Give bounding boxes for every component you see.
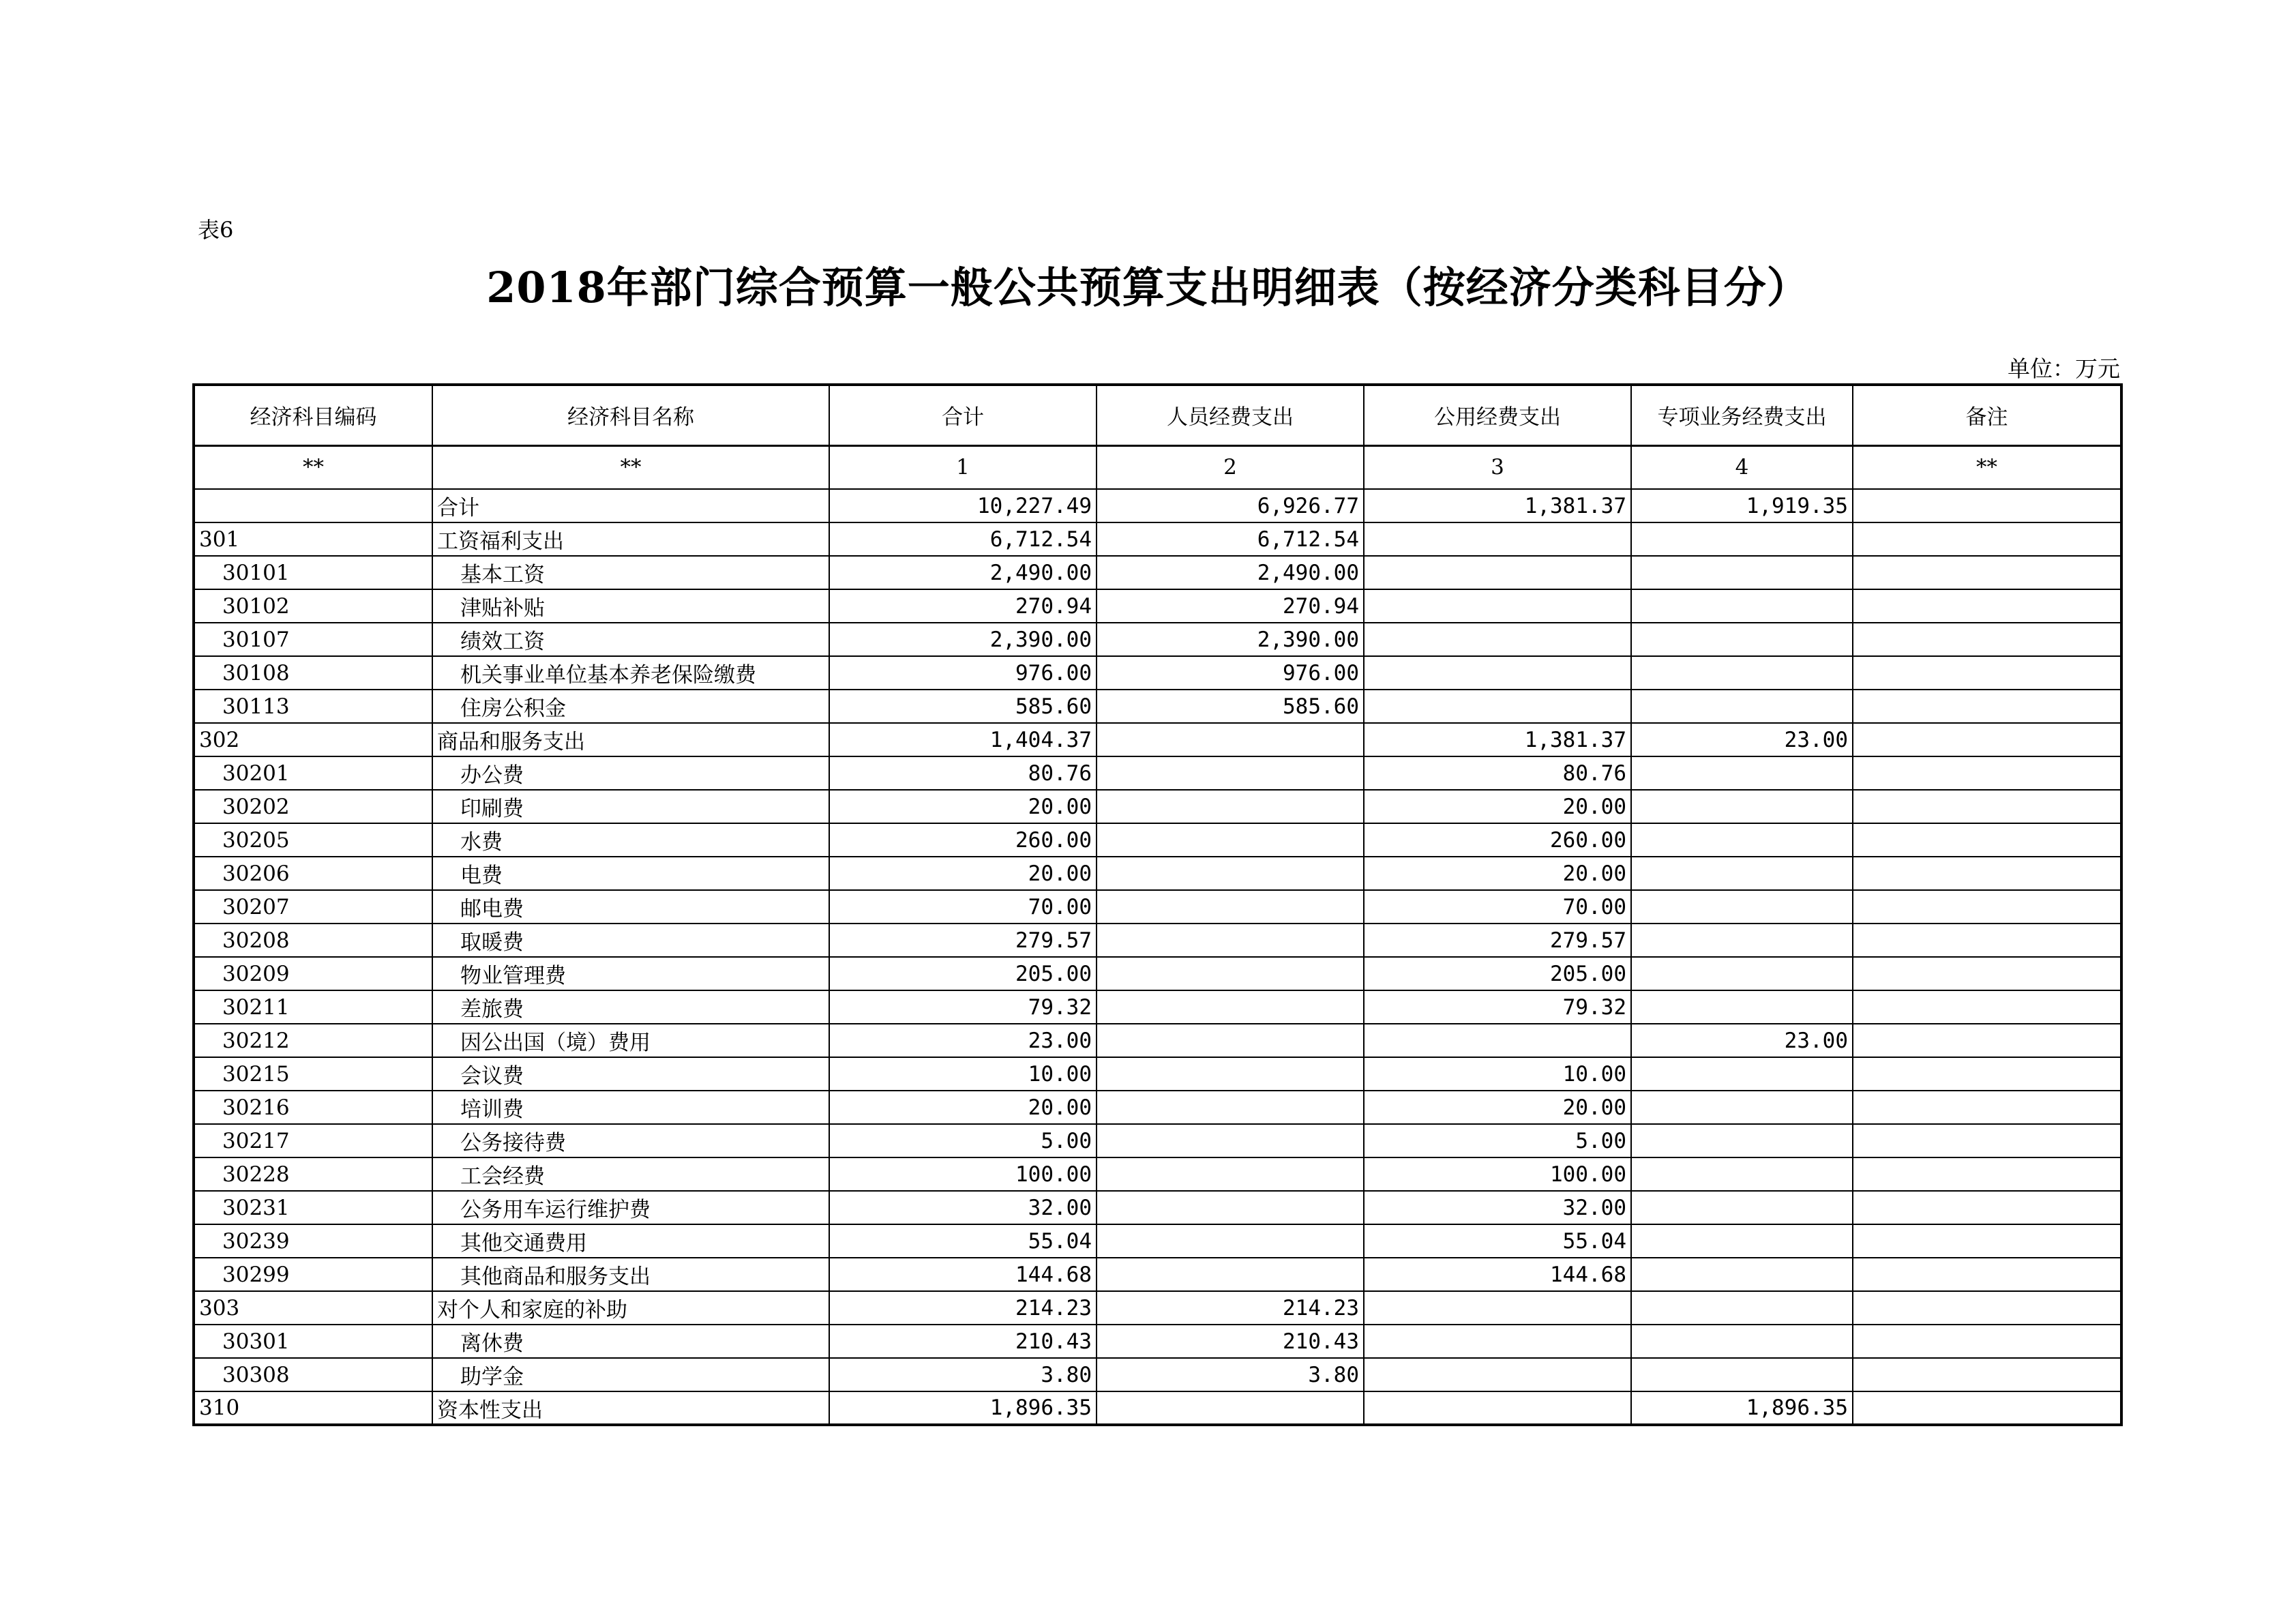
- cell-note: [1853, 957, 2121, 990]
- cell-public: [1364, 656, 1631, 690]
- cell-public: [1364, 1291, 1631, 1325]
- cell-name: 对个人和家庭的补助: [432, 1291, 829, 1325]
- cell-public: [1364, 1358, 1631, 1391]
- table-row: [194, 656, 2121, 690]
- cell-name: 公务用车运行维护费: [432, 1191, 829, 1224]
- cell-note: [1853, 1358, 2121, 1391]
- cell-name: 基本工资: [432, 556, 829, 589]
- table-row: [194, 924, 2121, 957]
- cell-total: 6,712.54: [829, 522, 1097, 556]
- cell-public: [1364, 589, 1631, 623]
- cell-special: [1631, 957, 1853, 990]
- cell-public: [1364, 1325, 1631, 1358]
- cell-public: [1364, 522, 1631, 556]
- table-row: [194, 756, 2121, 790]
- cell-total: 279.57: [829, 924, 1097, 957]
- cell-note: [1853, 790, 2121, 823]
- cell-public: 80.76: [1364, 756, 1631, 790]
- cell-total: 32.00: [829, 1191, 1097, 1224]
- cell-personnel: [1097, 1124, 1364, 1157]
- cell-total: 23.00: [829, 1024, 1097, 1057]
- cell-personnel: [1097, 1091, 1364, 1124]
- table-row: [194, 489, 2121, 522]
- cell-special: [1631, 656, 1853, 690]
- cell-name: 培训费: [432, 1091, 829, 1124]
- cell-special: [1631, 823, 1853, 857]
- cell-personnel: [1097, 1024, 1364, 1057]
- cell-public: 20.00: [1364, 857, 1631, 890]
- cell-note: [1853, 1091, 2121, 1124]
- cell-public: 10.00: [1364, 1057, 1631, 1091]
- cell-total: 79.32: [829, 990, 1097, 1024]
- table-row: [194, 857, 2121, 890]
- table-number: 表6: [198, 217, 234, 243]
- cell-public: [1364, 623, 1631, 656]
- cell-code: 301: [194, 522, 432, 556]
- cell-public: 20.00: [1364, 790, 1631, 823]
- cell-personnel: [1097, 1157, 1364, 1191]
- cell-note: [1853, 489, 2121, 522]
- cell-public: 55.04: [1364, 1224, 1631, 1258]
- table-row: [194, 1157, 2121, 1191]
- cell-note: [1853, 1157, 2121, 1191]
- cell-name: 因公出国（境）费用: [432, 1024, 829, 1057]
- cell-code: 302: [194, 723, 432, 756]
- cell-name: 印刷费: [432, 790, 829, 823]
- table-row: [194, 1124, 2121, 1157]
- cell-code: 30205: [194, 823, 432, 857]
- cell-personnel: 2,390.00: [1097, 623, 1364, 656]
- cell-public: 1,381.37: [1364, 723, 1631, 756]
- table-row: [194, 823, 2121, 857]
- cell-code: 30102: [194, 589, 432, 623]
- cell-total: 100.00: [829, 1157, 1097, 1191]
- cell-name: 会议费: [432, 1057, 829, 1091]
- cell-special: [1631, 790, 1853, 823]
- cell-total: 10.00: [829, 1057, 1097, 1091]
- table-row: [194, 1191, 2121, 1224]
- cell-personnel: [1097, 1224, 1364, 1258]
- cell-code: 30211: [194, 990, 432, 1024]
- table-row: [194, 1224, 2121, 1258]
- cell-total: 1,404.37: [829, 723, 1097, 756]
- cell-total: 205.00: [829, 957, 1097, 990]
- cell-personnel: [1097, 1391, 1364, 1425]
- header-public: 公用经费支出: [1364, 385, 1631, 445]
- cell-name: 差旅费: [432, 990, 829, 1024]
- cell-personnel: [1097, 823, 1364, 857]
- table-row: [194, 589, 2121, 623]
- cell-personnel: [1097, 723, 1364, 756]
- cell-note: [1853, 1124, 2121, 1157]
- cell-total: 20.00: [829, 857, 1097, 890]
- cell-code: 30101: [194, 556, 432, 589]
- column-number-row: [194, 445, 2121, 489]
- cell-name: 公务接待费: [432, 1124, 829, 1157]
- cell-total: 70.00: [829, 890, 1097, 924]
- cell-personnel: [1097, 790, 1364, 823]
- cell-personnel: 210.43: [1097, 1325, 1364, 1358]
- table-row: [194, 957, 2121, 990]
- cell-total: 210.43: [829, 1325, 1097, 1358]
- cell-personnel: 2,490.00: [1097, 556, 1364, 589]
- cell-public: 32.00: [1364, 1191, 1631, 1224]
- colnum-name: **: [432, 445, 829, 489]
- colnum-note: **: [1853, 445, 2121, 489]
- cell-code: 30202: [194, 790, 432, 823]
- cell-total: 5.00: [829, 1124, 1097, 1157]
- cell-public: 100.00: [1364, 1157, 1631, 1191]
- cell-special: 23.00: [1631, 723, 1853, 756]
- cell-special: [1631, 990, 1853, 1024]
- cell-name: 邮电费: [432, 890, 829, 924]
- cell-public: [1364, 690, 1631, 723]
- header-row: [194, 385, 2121, 445]
- cell-name: 工资福利支出: [432, 522, 829, 556]
- cell-note: [1853, 522, 2121, 556]
- cell-code: 30113: [194, 690, 432, 723]
- cell-personnel: 6,926.77: [1097, 489, 1364, 522]
- table-row: [194, 990, 2121, 1024]
- cell-note: [1853, 1291, 2121, 1325]
- table-row: [194, 522, 2121, 556]
- table-row: [194, 1091, 2121, 1124]
- cell-special: [1631, 1124, 1853, 1157]
- cell-code: 30207: [194, 890, 432, 924]
- cell-special: [1631, 1224, 1853, 1258]
- header-personnel: 人员经费支出: [1097, 385, 1364, 445]
- cell-code: 30217: [194, 1124, 432, 1157]
- table-row: [194, 690, 2121, 723]
- cell-name: 住房公积金: [432, 690, 829, 723]
- cell-code: 30216: [194, 1091, 432, 1124]
- table-row: [194, 1358, 2121, 1391]
- cell-name: 物业管理费: [432, 957, 829, 990]
- cell-code: 310: [194, 1391, 432, 1425]
- table-row: [194, 790, 2121, 823]
- cell-public: 1,381.37: [1364, 489, 1631, 522]
- cell-code: 30212: [194, 1024, 432, 1057]
- cell-note: [1853, 1258, 2121, 1291]
- cell-total: 10,227.49: [829, 489, 1097, 522]
- cell-name: 其他商品和服务支出: [432, 1258, 829, 1291]
- cell-name: 取暖费: [432, 924, 829, 957]
- colnum-special: 4: [1631, 445, 1853, 489]
- cell-public: [1364, 556, 1631, 589]
- cell-total: 20.00: [829, 790, 1097, 823]
- cell-name: 助学金: [432, 1358, 829, 1391]
- cell-code: 30108: [194, 656, 432, 690]
- cell-name: 水费: [432, 823, 829, 857]
- header-code: 经济科目编码: [194, 385, 432, 445]
- cell-special: 1,919.35: [1631, 489, 1853, 522]
- cell-special: [1631, 1191, 1853, 1224]
- cell-total: 20.00: [829, 1091, 1097, 1124]
- cell-special: [1631, 623, 1853, 656]
- cell-special: [1631, 924, 1853, 957]
- cell-name: 资本性支出: [432, 1391, 829, 1425]
- cell-personnel: 976.00: [1097, 656, 1364, 690]
- cell-special: [1631, 1258, 1853, 1291]
- cell-code: 30301: [194, 1325, 432, 1358]
- cell-total: 260.00: [829, 823, 1097, 857]
- cell-note: [1853, 1057, 2121, 1091]
- cell-name: 工会经费: [432, 1157, 829, 1191]
- cell-note: [1853, 990, 2121, 1024]
- cell-special: [1631, 1358, 1853, 1391]
- cell-code: 303: [194, 1291, 432, 1325]
- cell-public: 70.00: [1364, 890, 1631, 924]
- cell-personnel: 270.94: [1097, 589, 1364, 623]
- table-row: [194, 1057, 2121, 1091]
- cell-public: 205.00: [1364, 957, 1631, 990]
- cell-note: [1853, 1024, 2121, 1057]
- cell-code: 30201: [194, 756, 432, 790]
- cell-code: [194, 489, 432, 522]
- cell-personnel: [1097, 1191, 1364, 1224]
- cell-name: 办公费: [432, 756, 829, 790]
- table-row: [194, 1391, 2121, 1425]
- cell-total: 214.23: [829, 1291, 1097, 1325]
- cell-special: [1631, 522, 1853, 556]
- cell-note: [1853, 556, 2121, 589]
- cell-special: 23.00: [1631, 1024, 1853, 1057]
- colnum-total: 1: [829, 445, 1097, 489]
- cell-code: 30231: [194, 1191, 432, 1224]
- cell-total: 144.68: [829, 1258, 1097, 1291]
- cell-name: 合计: [432, 489, 829, 522]
- cell-public: 260.00: [1364, 823, 1631, 857]
- cell-total: 3.80: [829, 1358, 1097, 1391]
- cell-personnel: [1097, 756, 1364, 790]
- cell-total: 55.04: [829, 1224, 1097, 1258]
- cell-special: 1,896.35: [1631, 1391, 1853, 1425]
- table-row: [194, 556, 2121, 589]
- cell-personnel: 6,712.54: [1097, 522, 1364, 556]
- cell-personnel: [1097, 857, 1364, 890]
- header-special: 专项业务经费支出: [1631, 385, 1853, 445]
- table-row: [194, 723, 2121, 756]
- cell-personnel: 3.80: [1097, 1358, 1364, 1391]
- table-row: [194, 1291, 2121, 1325]
- cell-name: 津贴补贴: [432, 589, 829, 623]
- cell-name: 绩效工资: [432, 623, 829, 656]
- cell-total: 270.94: [829, 589, 1097, 623]
- colnum-code: **: [194, 445, 432, 489]
- cell-personnel: 214.23: [1097, 1291, 1364, 1325]
- cell-public: [1364, 1391, 1631, 1425]
- cell-public: 279.57: [1364, 924, 1631, 957]
- cell-public: [1364, 1024, 1631, 1057]
- cell-special: [1631, 1057, 1853, 1091]
- colnum-public: 3: [1364, 445, 1631, 489]
- cell-personnel: [1097, 990, 1364, 1024]
- colnum-personnel: 2: [1097, 445, 1364, 489]
- cell-personnel: 585.60: [1097, 690, 1364, 723]
- cell-note: [1853, 656, 2121, 690]
- cell-code: 30228: [194, 1157, 432, 1191]
- cell-personnel: [1097, 957, 1364, 990]
- cell-special: [1631, 589, 1853, 623]
- cell-special: [1631, 890, 1853, 924]
- cell-note: [1853, 756, 2121, 790]
- cell-note: [1853, 823, 2121, 857]
- cell-name: 商品和服务支出: [432, 723, 829, 756]
- table-row: [194, 1258, 2121, 1291]
- cell-note: [1853, 1224, 2121, 1258]
- cell-personnel: [1097, 1258, 1364, 1291]
- header-name: 经济科目名称: [432, 385, 829, 445]
- cell-note: [1853, 623, 2121, 656]
- cell-code: 30206: [194, 857, 432, 890]
- cell-total: 976.00: [829, 656, 1097, 690]
- cell-total: 80.76: [829, 756, 1097, 790]
- cell-note: [1853, 857, 2121, 890]
- cell-note: [1853, 1391, 2121, 1425]
- table-row: [194, 890, 2121, 924]
- cell-note: [1853, 890, 2121, 924]
- cell-public: 79.32: [1364, 990, 1631, 1024]
- cell-special: [1631, 1291, 1853, 1325]
- cell-personnel: [1097, 1057, 1364, 1091]
- cell-code: 30215: [194, 1057, 432, 1091]
- cell-special: [1631, 857, 1853, 890]
- cell-name: 机关事业单位基本养老保险缴费: [432, 656, 829, 690]
- cell-public: 144.68: [1364, 1258, 1631, 1291]
- cell-code: 30107: [194, 623, 432, 656]
- cell-name: 离休费: [432, 1325, 829, 1358]
- cell-note: [1853, 1191, 2121, 1224]
- cell-name: 其他交通费用: [432, 1224, 829, 1258]
- budget-table: [192, 383, 2123, 1426]
- header-note: 备注: [1853, 385, 2121, 445]
- cell-note: [1853, 690, 2121, 723]
- table-row: [194, 1024, 2121, 1057]
- cell-special: [1631, 690, 1853, 723]
- cell-special: [1631, 1157, 1853, 1191]
- cell-note: [1853, 589, 2121, 623]
- cell-public: 5.00: [1364, 1124, 1631, 1157]
- table-row: [194, 623, 2121, 656]
- cell-code: 30208: [194, 924, 432, 957]
- cell-code: 30308: [194, 1358, 432, 1391]
- cell-code: 30239: [194, 1224, 432, 1258]
- cell-total: 1,896.35: [829, 1391, 1097, 1425]
- cell-special: [1631, 1091, 1853, 1124]
- cell-personnel: [1097, 924, 1364, 957]
- cell-total: 2,390.00: [829, 623, 1097, 656]
- cell-special: [1631, 1325, 1853, 1358]
- cell-total: 2,490.00: [829, 556, 1097, 589]
- cell-special: [1631, 756, 1853, 790]
- cell-code: 30299: [194, 1258, 432, 1291]
- cell-note: [1853, 924, 2121, 957]
- cell-total: 585.60: [829, 690, 1097, 723]
- page-title: 2018年部门综合预算一般公共预算支出明细表（按经济分类科目分）: [486, 263, 1810, 312]
- cell-note: [1853, 723, 2121, 756]
- cell-special: [1631, 556, 1853, 589]
- cell-personnel: [1097, 890, 1364, 924]
- cell-public: 20.00: [1364, 1091, 1631, 1124]
- header-total: 合计: [829, 385, 1097, 445]
- cell-note: [1853, 1325, 2121, 1358]
- table-row: [194, 1325, 2121, 1358]
- unit-label: 单位：万元: [2008, 355, 2120, 382]
- cell-name: 电费: [432, 857, 829, 890]
- cell-code: 30209: [194, 957, 432, 990]
